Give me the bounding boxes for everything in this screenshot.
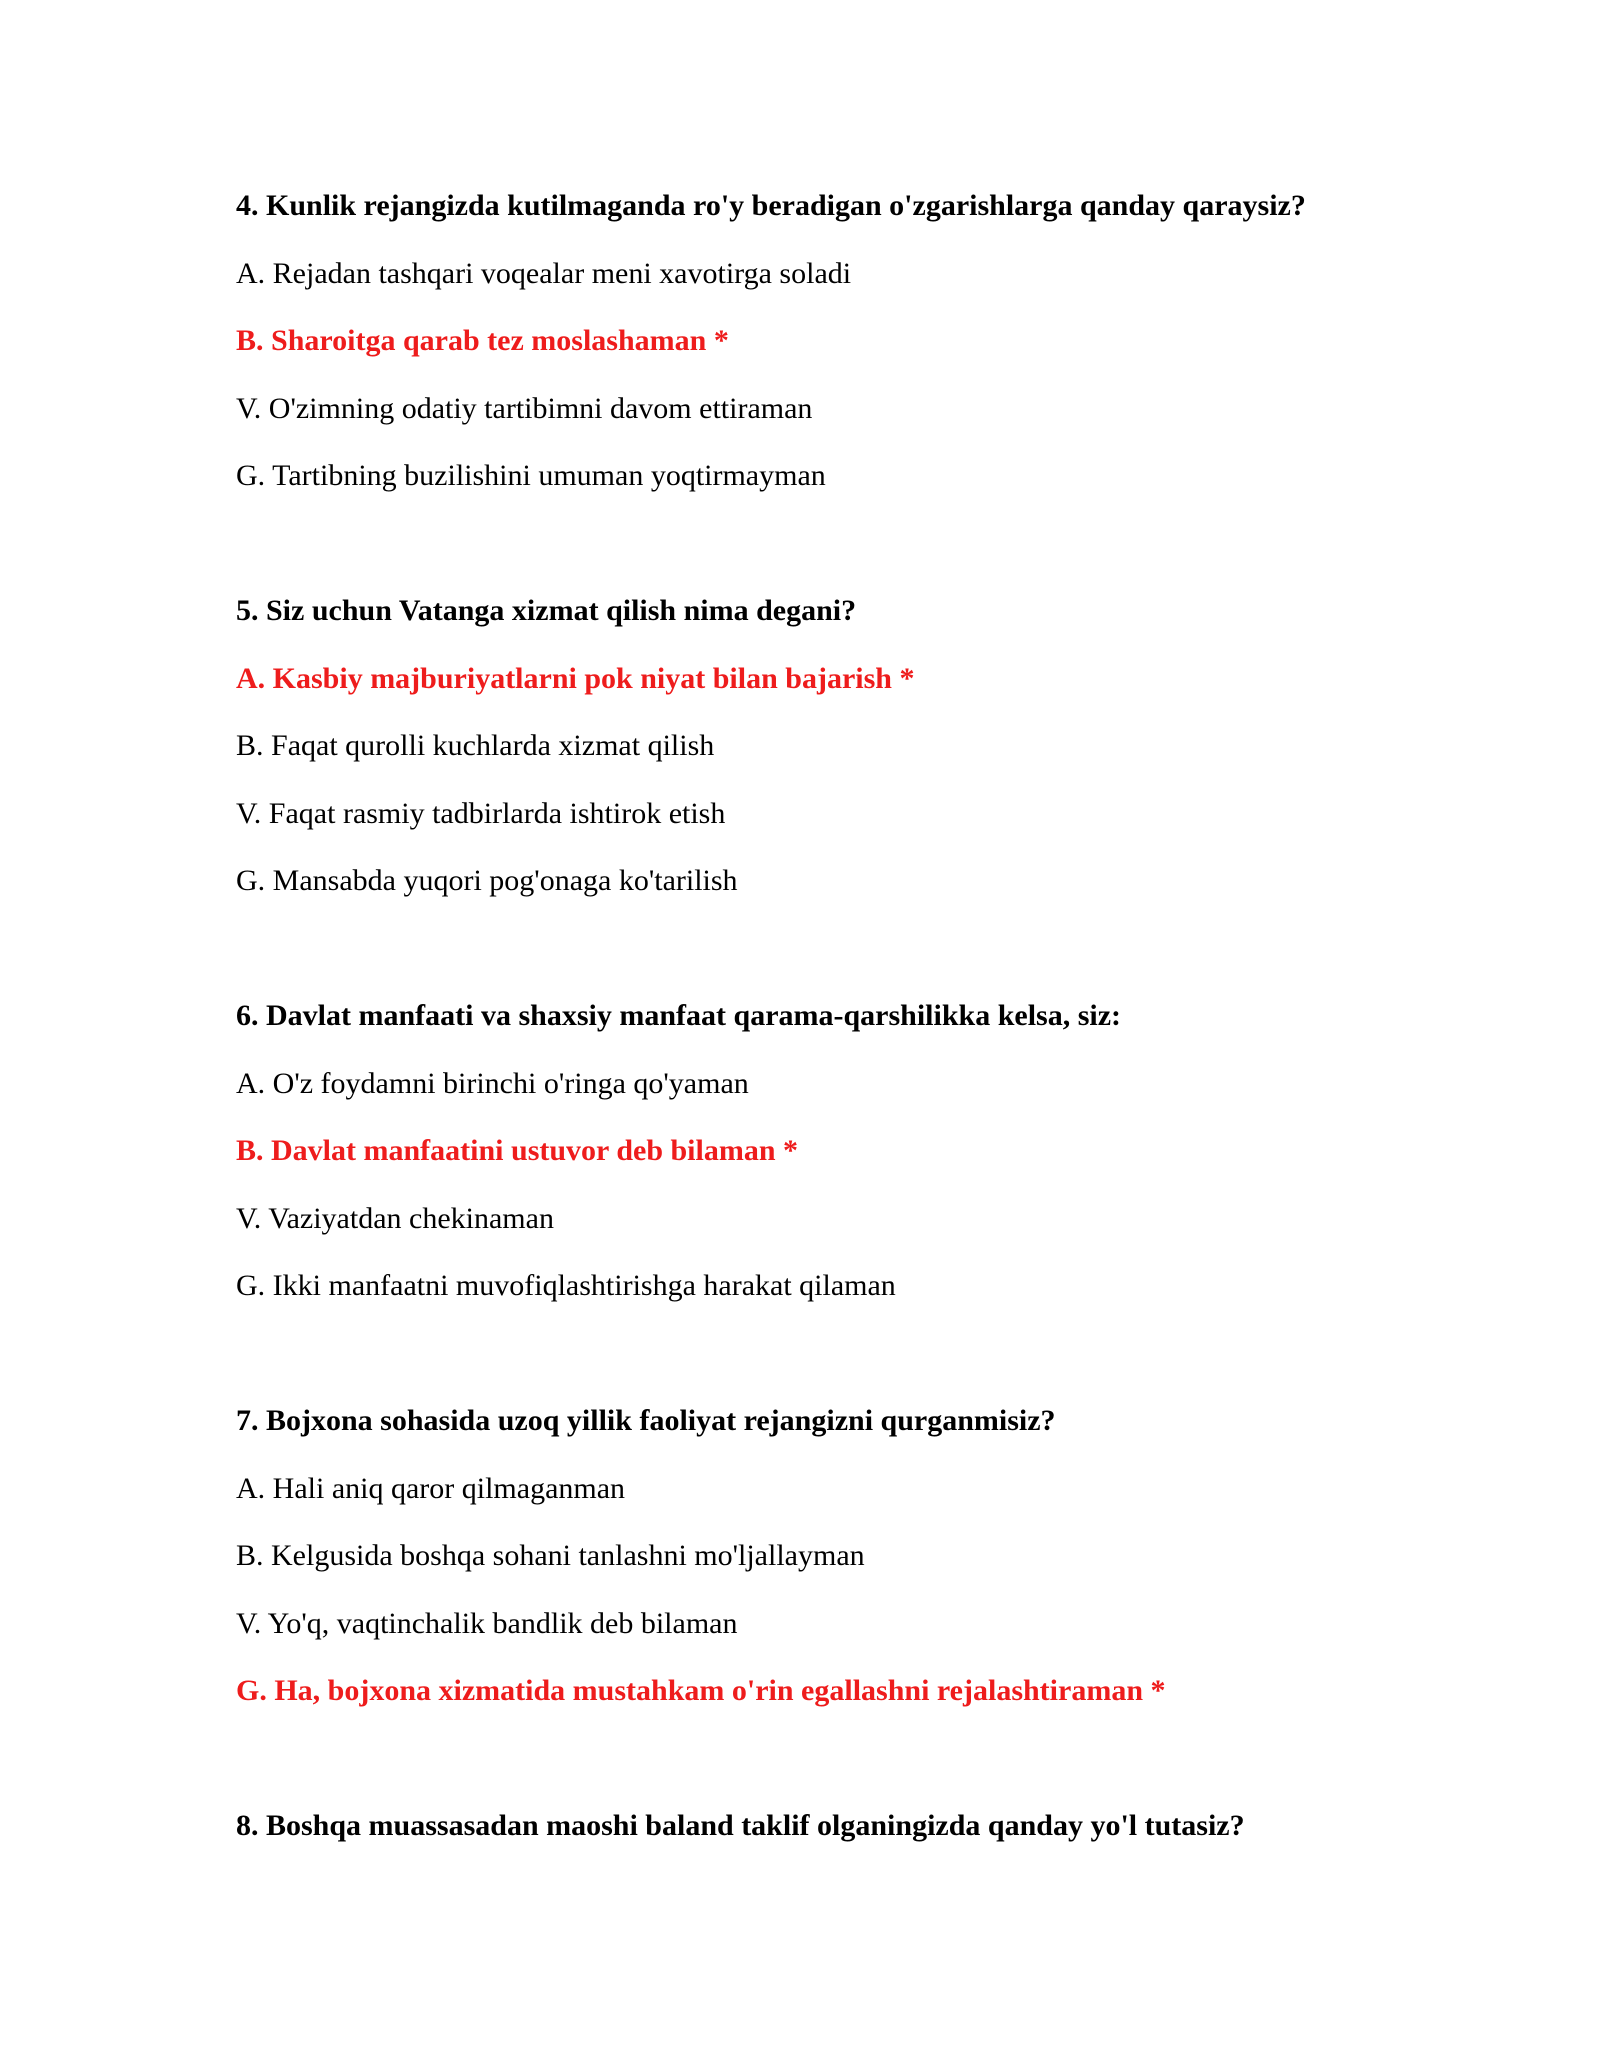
answer-option: A. Hali aniq qaror qilmaganman	[236, 1472, 626, 1505]
answer-option: G. Tartibning buzilishini umuman yoqtirmayman	[236, 459, 826, 492]
question-title: 7. Bojxona sohasida uzoq yillik faoliyat rejangizni qurganmisiz?	[236, 1404, 1056, 1437]
correct-answer-option: B. Sharoitga qarab tez moslashaman *	[236, 324, 729, 357]
answer-option: B. Kelgusida boshqa sohani tanlashni mo'ljallayman	[236, 1539, 865, 1572]
answer-option: V. Faqat rasmiy tadbirlarda ishtirok etish	[236, 797, 726, 830]
answer-option: B. Faqat qurolli kuchlarda xizmat qilish	[236, 729, 715, 762]
answer-option: G. Mansabda yuqori pog'onaga ko'tarilish	[236, 864, 738, 897]
question-title: 5. Siz uchun Vatanga xizmat qilish nima degani?	[236, 594, 857, 627]
answer-option: A. Rejadan tashqari voqealar meni xavotirga soladi	[236, 257, 852, 290]
correct-answer-option: B. Davlat manfaatini ustuvor deb bilaman *	[236, 1134, 799, 1167]
answer-option: V. Yo'q, vaqtinchalik bandlik deb bilaman	[236, 1607, 738, 1640]
question-title: 8. Boshqa muassasadan maoshi baland taklif olganingizda qanday yo'l tutasiz?	[236, 1809, 1245, 1842]
answer-option: V. Vaziyatdan chekinaman	[236, 1202, 554, 1235]
correct-answer-option: G. Ha, bojxona xizmatida mustahkam o'rin egallashni rejalashtiraman *	[236, 1674, 1166, 1707]
question-title: 4. Kunlik rejangizda kutilmaganda ro'y beradigan o'zgarishlarga qanday qaraysiz?	[236, 189, 1306, 222]
answer-option: G. Ikki manfaatni muvofiqlashtirishga harakat qilaman	[236, 1269, 896, 1302]
answer-option: V. O'zimning odatiy tartibimni davom ettiraman	[236, 392, 813, 425]
question-title: 6. Davlat manfaati va shaxsiy manfaat qarama-qarshilikka kelsa, siz:	[236, 999, 1122, 1032]
answer-option: A. O'z foydamni birinchi o'ringa qo'yaman	[236, 1067, 749, 1100]
correct-answer-option: A. Kasbiy majburiyatlarni pok niyat bilan bajarish *	[236, 662, 915, 695]
